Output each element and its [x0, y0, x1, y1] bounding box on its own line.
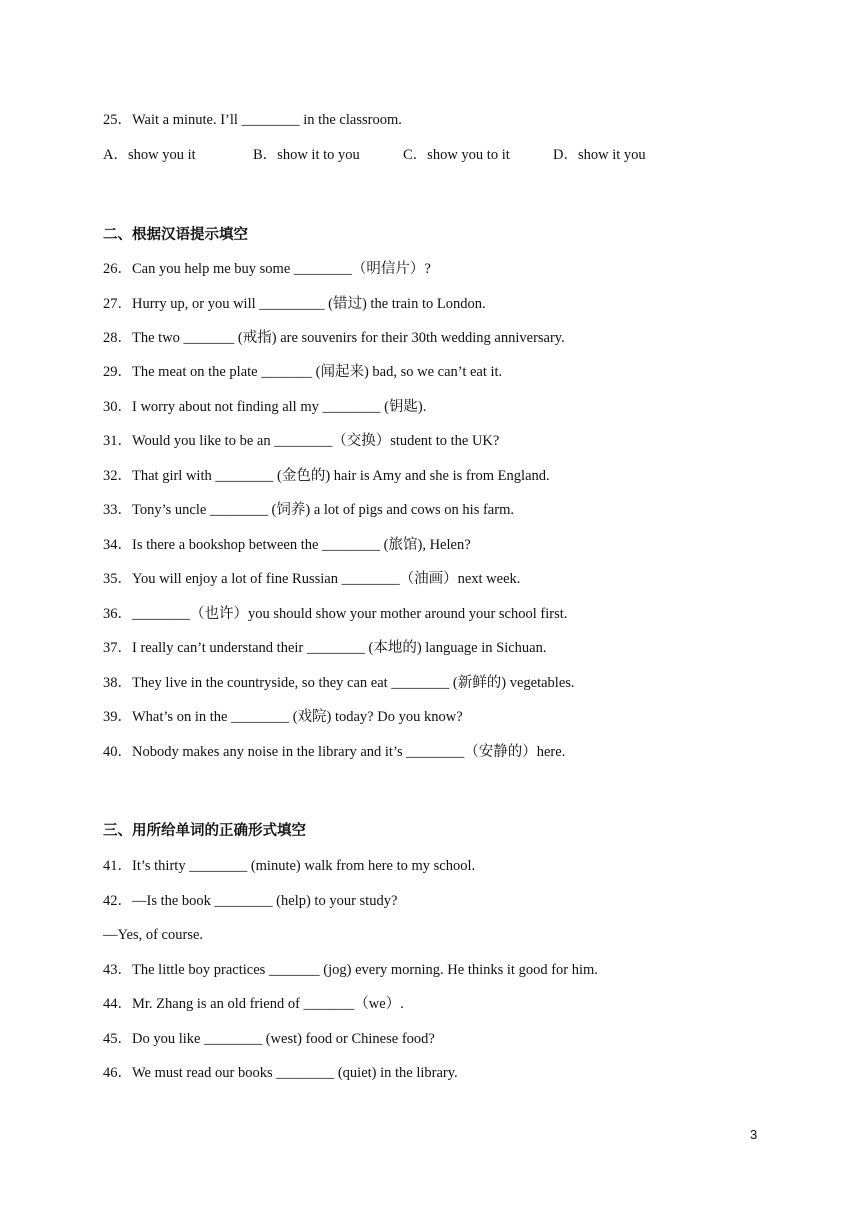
question-36: 36．________（也许）you should show your mother around your school first.	[103, 606, 568, 622]
question-46: 46．We must read our books ________ (quiet) in the library.	[103, 1065, 458, 1081]
question-29: 29．The meat on the plate _______ (闻起来) bad, so we can’t eat it.	[103, 364, 503, 380]
section-3-heading: 三、用所给单词的正确形式填空	[103, 823, 306, 839]
question-42: 42．—Is the book ________ (help) to your study?	[103, 893, 398, 909]
question-34: 34．Is there a bookshop between the ________ (旅馆), Helen?	[103, 537, 471, 553]
question-42-answer: —Yes, of course.	[103, 927, 204, 943]
question-25: 25．Wait a minute. I’ll ________ in the classroom.	[103, 112, 402, 128]
option-b: B．show it to you	[253, 147, 360, 163]
question-32: 32．That girl with ________ (金色的) hair is Amy and she is from England.	[103, 468, 550, 484]
question-33: 33．Tony’s uncle ________ (饲养) a lot of pigs and cows on his farm.	[103, 502, 514, 518]
question-43: 43．The little boy practices _______ (jog) every morning. He thinks it good for him.	[103, 962, 598, 978]
question-31: 31．Would you like to be an ________（交换）student to the UK?	[103, 433, 500, 449]
question-35: 35．You will enjoy a lot of fine Russian ________（油画）next week.	[103, 571, 521, 587]
question-28: 28．The two _______ (戒指) are souvenirs for their 30th wedding anniversary.	[103, 330, 565, 346]
question-39: 39．What’s on in the ________ (戏院) today? Do you know?	[103, 709, 463, 725]
question-40: 40．Nobody makes any noise in the library and it’s ________（安静的）here.	[103, 744, 566, 760]
question-38: 38．They live in the countryside, so they can eat ________ (新鲜的) vegetables.	[103, 675, 575, 691]
option-a: A．show you it	[103, 147, 196, 163]
question-44: 44．Mr. Zhang is an old friend of _______（we）.	[103, 996, 404, 1012]
question-41: 41．It’s thirty ________ (minute) walk from here to my school.	[103, 858, 476, 874]
question-30: 30．I worry about not finding all my ________ (钥匙).	[103, 399, 427, 415]
question-37: 37．I really can’t understand their ________ (本地的) language in Sichuan.	[103, 640, 547, 656]
option-c: C．show you to it	[403, 147, 510, 163]
option-d: D．show it you	[553, 147, 646, 163]
question-45: 45．Do you like ________ (west) food or Chinese food?	[103, 1031, 435, 1047]
page-number: 3	[750, 1127, 758, 1142]
section-2-heading: 二、根据汉语提示填空	[103, 227, 248, 243]
question-27: 27．Hurry up, or you will _________ (错过) the train to London.	[103, 296, 486, 312]
question-26: 26．Can you help me buy some ________（明信片）?	[103, 261, 431, 277]
